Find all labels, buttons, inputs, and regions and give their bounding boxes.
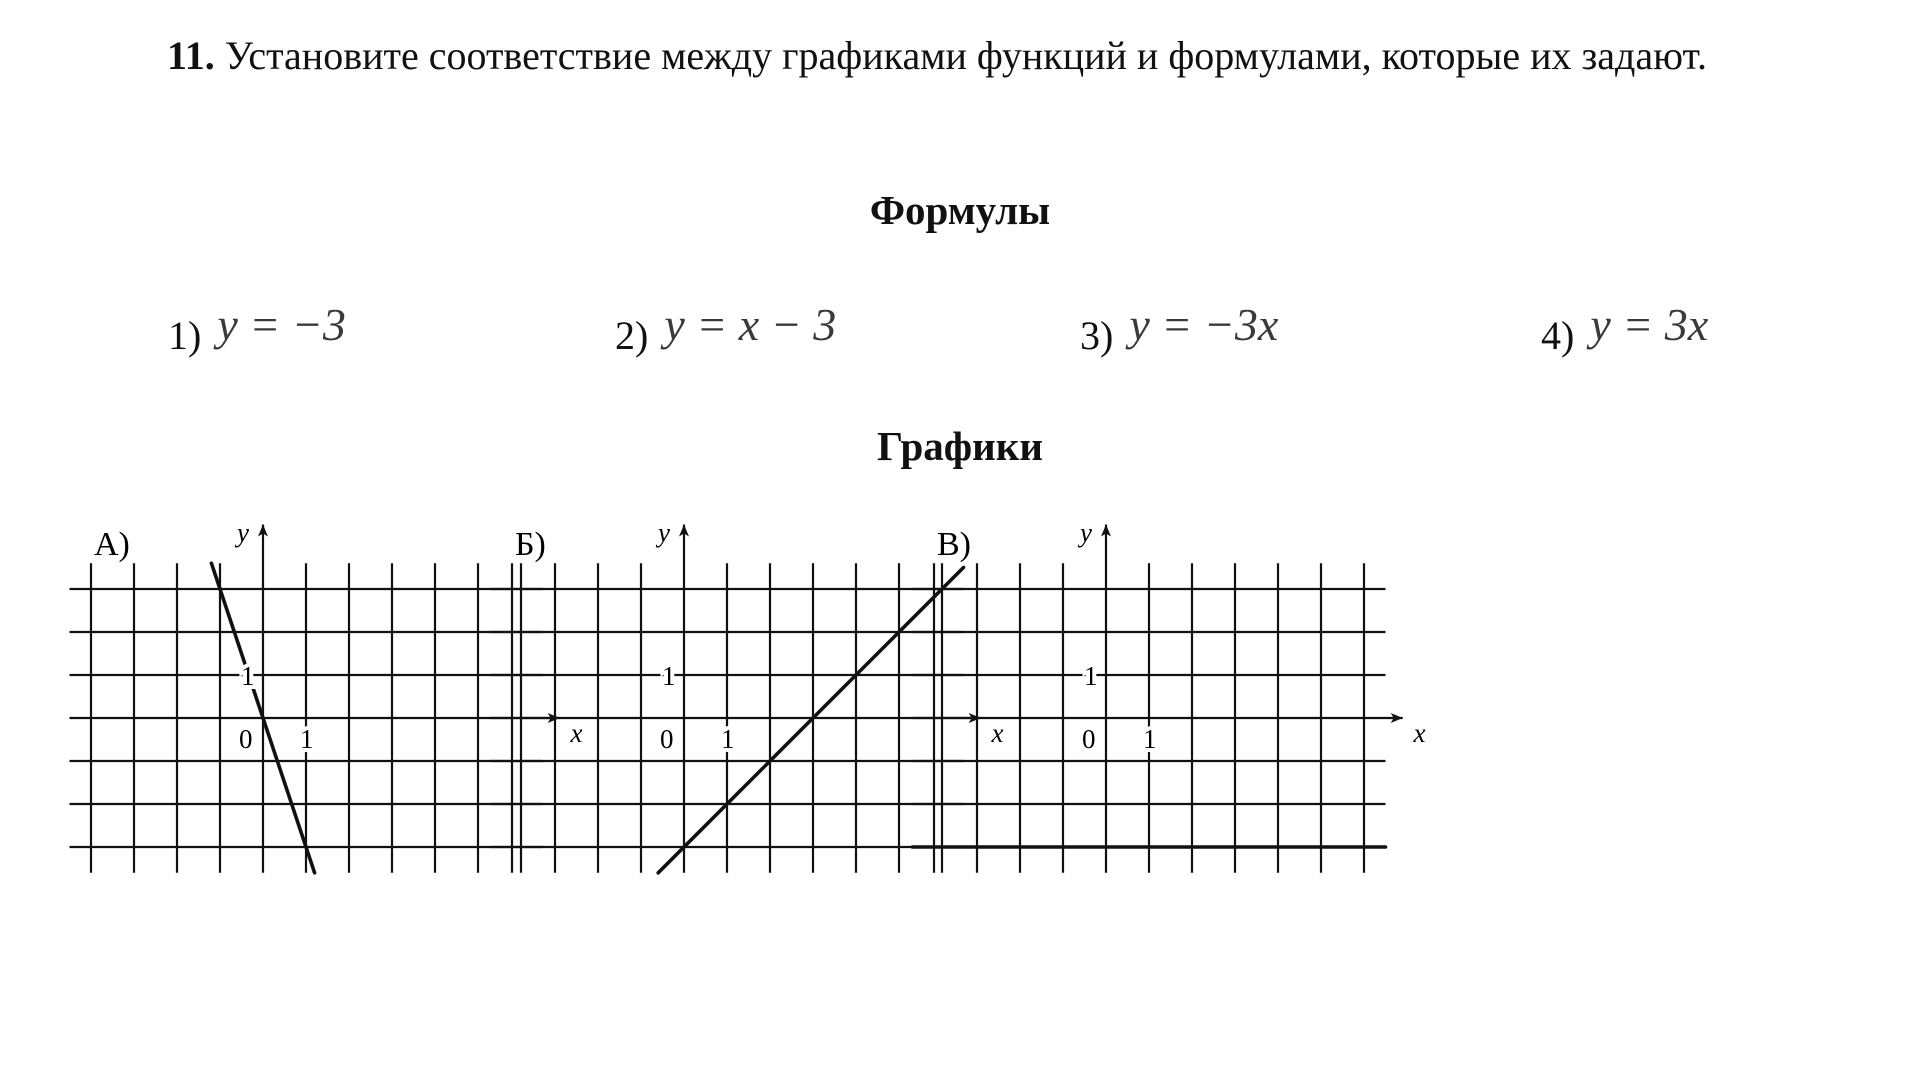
coordinate-axes	[70, 525, 560, 873]
graph-label: Б)	[515, 526, 546, 563]
y-axis-label: y	[658, 517, 670, 548]
origin-label: 0	[239, 724, 253, 754]
graph-v	[935, 517, 1426, 885]
coordinate-axes	[491, 525, 981, 873]
formula-1	[168, 298, 346, 359]
formulas-heading: Формулы	[869, 187, 1051, 233]
x-axis-label: x	[1413, 718, 1426, 748]
x-axis-label: x	[991, 718, 1004, 748]
y-axis-label: y	[1080, 517, 1092, 548]
formula-number: 4)	[1541, 313, 1575, 358]
y-unit-label: 1	[662, 661, 676, 691]
graph-v-plot	[935, 517, 1426, 880]
graph-label: А)	[94, 526, 130, 563]
task-statement	[89, 28, 1834, 83]
formula-expression: y = −3x	[1129, 299, 1279, 350]
graph-a	[92, 517, 583, 885]
formula-expression: y = 3x	[1590, 299, 1709, 350]
formula-expression: y = x − 3	[664, 299, 837, 350]
function-line	[658, 568, 963, 873]
x-axis-label: x	[570, 718, 583, 748]
y-unit-label: 1	[241, 661, 255, 691]
y-unit-label: 1	[1084, 661, 1098, 691]
x-unit-label: 1	[300, 724, 314, 754]
graph-label: В)	[937, 526, 971, 563]
formula-3	[1080, 298, 1278, 359]
y-axis-label: y	[237, 517, 249, 548]
formula-2	[615, 298, 836, 359]
graphs-heading: Графики	[876, 423, 1044, 469]
x-unit-label: 1	[721, 724, 735, 754]
graph-b	[513, 517, 1004, 885]
formula-number: 3)	[1080, 313, 1114, 358]
formula-expression: y = −3	[217, 299, 346, 350]
task-text: Установите соответствие между графиками функций и формулами, которые их задают.	[224, 33, 1707, 78]
x-unit-label: 1	[1143, 724, 1157, 754]
graph-a-plot	[92, 517, 583, 880]
formula-4	[1541, 298, 1708, 359]
graph-b-plot	[513, 517, 1004, 880]
formula-number: 1)	[168, 313, 202, 358]
formula-number: 2)	[615, 313, 649, 358]
origin-label: 0	[660, 724, 674, 754]
origin-label: 0	[1082, 724, 1096, 754]
task-number: 11.	[167, 33, 215, 78]
coordinate-axes	[913, 525, 1403, 873]
